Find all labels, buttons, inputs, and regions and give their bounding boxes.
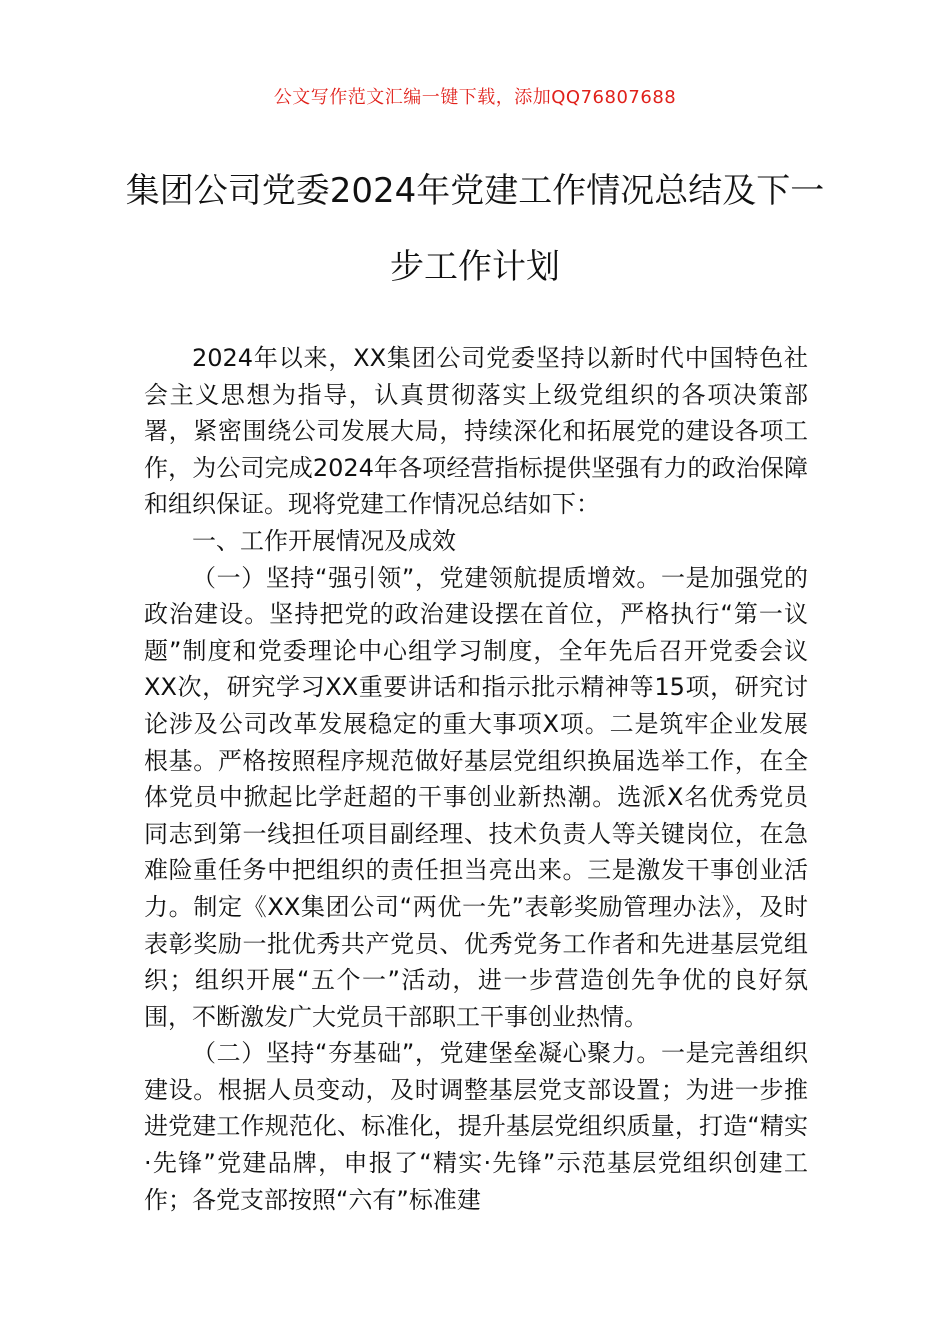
body-paragraph: （一）坚持“强引领”，党建领航提质增效。一是加强党的政治建设。坚持把党的政治建设摆在首位，严格执行“第一议题”制度和党委理论中心组学习制度，全年先后召开党委会议XX次，研究学习XX重要讲话和指示批示精神等15项，研究讨论涉及公司改革发展稳定的重大事项X项。二是筑牢企业发展根基。严格按照程序规范做好基层党组织换届选举工作，在全体党员中掀起比学赶超的干事创业新热潮。选派X名优秀党员同志到第一线担任项目副经理、技术负责人等关键岗位，在急难险重任务中把组织的责任担当亮出来。三是激发干事创业活力。制定《XX集团公司“两优一先”表彰奖励管理办法》，及时表彰奖励一批优秀共产党员、优秀党务工作者和先进基层党组织；组织开展“五个一”活动，进一步营造创先争优的良好氛围，不断激发广大党员干部职工干事创业热情。: [144, 563, 808, 1031]
section-heading: 一、工作开展情况及成效: [192, 526, 456, 555]
body-paragraph: （二）坚持“夯基础”，党建堡垒凝心聚力。一是完善组织建设。根据人员变动，及时调整基层党支部设置；为进一步推进党建工作规范化、标准化，提升基层党组织质量，打造“精实·先锋”党建品牌，申报了“精实·先锋”示范基层党组织创建工作；各党支部按照“六有”标准建: [144, 1039, 808, 1214]
document-body: [144, 340, 808, 1218]
intro-paragraph: 2024年以来，XX集团公司党委坚持以新时代中国特色社会主义思想为指导，认真贯彻落实上级党组织的各项决策部署，紧密围绕公司发展大局，持续深化和拓展党的建设各项工作，为公司完成2024年各项经营指标提供坚强有力的政治保障和组织保证。现将党建工作情况总结如下：: [144, 344, 808, 519]
download-banner: 公文写作范文汇编一键下载，添加QQ76807688: [273, 87, 677, 108]
document-title: 集团公司党委2024年党建工作情况总结及下一步工作计划: [125, 171, 825, 287]
